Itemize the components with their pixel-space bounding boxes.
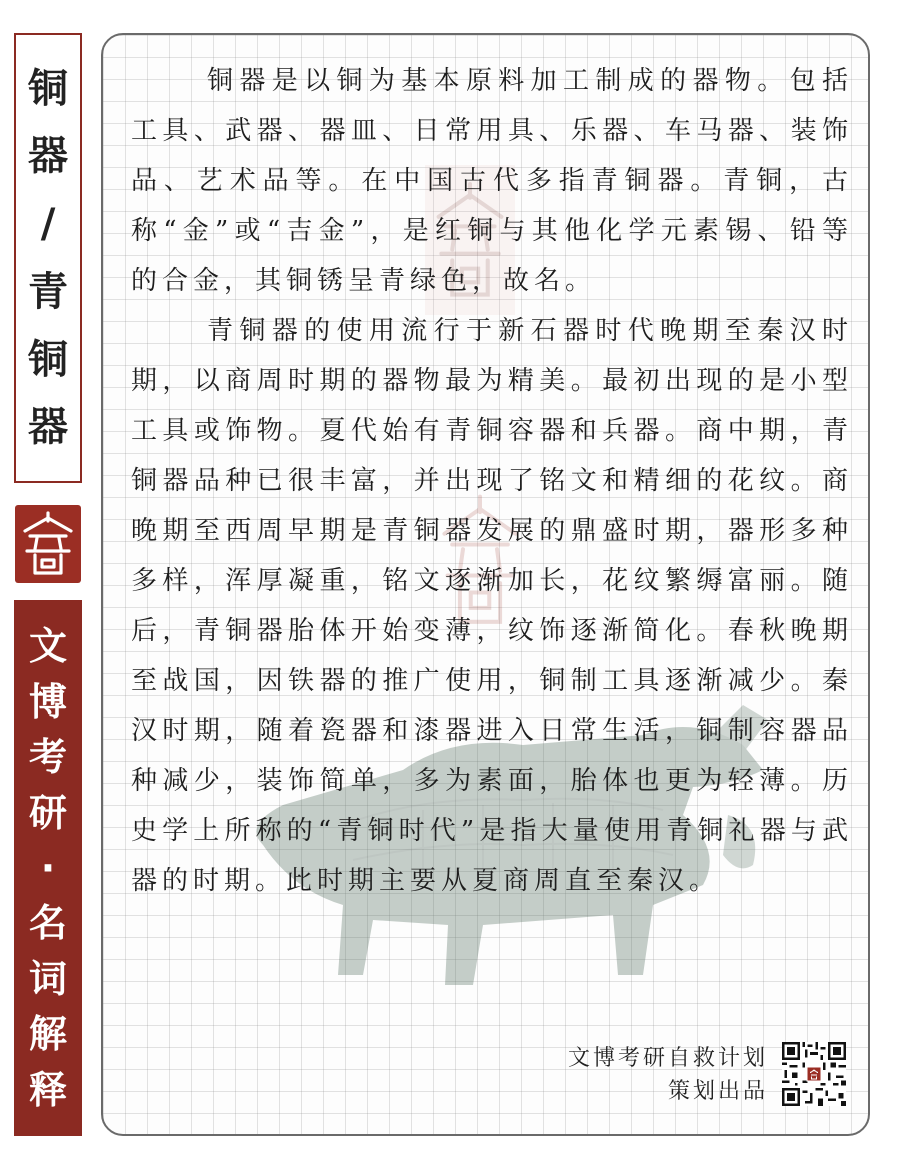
brand-char: 博 [28, 679, 67, 724]
term-char: 铜 [28, 336, 68, 383]
footer-line-2: 策划出品 [667, 1079, 768, 1104]
brand-char: 释 [28, 1067, 67, 1112]
seal-logo-icon [15, 505, 81, 583]
brand-column [14, 600, 82, 1136]
footer-line-1: 文博考研自救计划 [567, 1046, 768, 1071]
term-char: 青 [28, 268, 68, 315]
article-paragraph: 铜器是以铜为基本原料加工制成的器物。包括工具、武器、器皿、日常用具、乐器、车马器、装饰品、艺术品等。在中国古代多指青铜器。青铜，古称“金”或“吉金”，是红铜与其他化学元素锡、铅等的合金，其铜锈呈青绿色，故名。 [131, 66, 853, 296]
term-title-box [14, 33, 82, 483]
content-panel [101, 33, 870, 1136]
brand-char: 考 [28, 735, 67, 780]
term-char: 铜 [28, 65, 68, 112]
article-body [131, 56, 853, 906]
article-paragraph: 青铜器的使用流行于新石器时代晚期至秦汉时期，以商周时期的器物最为精美。最初出现的是小型工具或饰物。夏代始有青铜容器和兵器。商中期，青铜器品种已很丰富，并出现了铭文和精细的花纹。商晚期至西周早期是青铜器发展的鼎盛时期，器形多种多样，浑厚凝重，铭文逐渐加长，花纹繁缛富丽。随后，青铜器胎体开始变薄，纹饰逐渐简化。春秋晚期至战国，因铁器的推广使用，铜制工具逐渐减少。秦汉时期，随着瓷器和漆器进入日常生活，铜制容器品种减少，装饰简单，多为素面，胎体也更为轻薄。历史学上所称的“青铜时代”是指大量使用青铜礼器与武器的时期。此时期主要从夏商周直至秦汉。 [131, 316, 853, 896]
brand-char: 解 [28, 1012, 67, 1057]
brand-char: · [40, 845, 56, 890]
brand-char: 研 [28, 790, 67, 835]
footer-credit [568, 1042, 768, 1108]
brand-char: 文 [28, 624, 67, 669]
term-char: 器 [28, 404, 68, 451]
term-char: / [40, 201, 56, 248]
term-char: 器 [28, 133, 68, 180]
brand-char: 名 [28, 901, 67, 946]
brand-char: 词 [28, 956, 67, 1001]
qr-code-icon[interactable] [782, 1042, 846, 1106]
